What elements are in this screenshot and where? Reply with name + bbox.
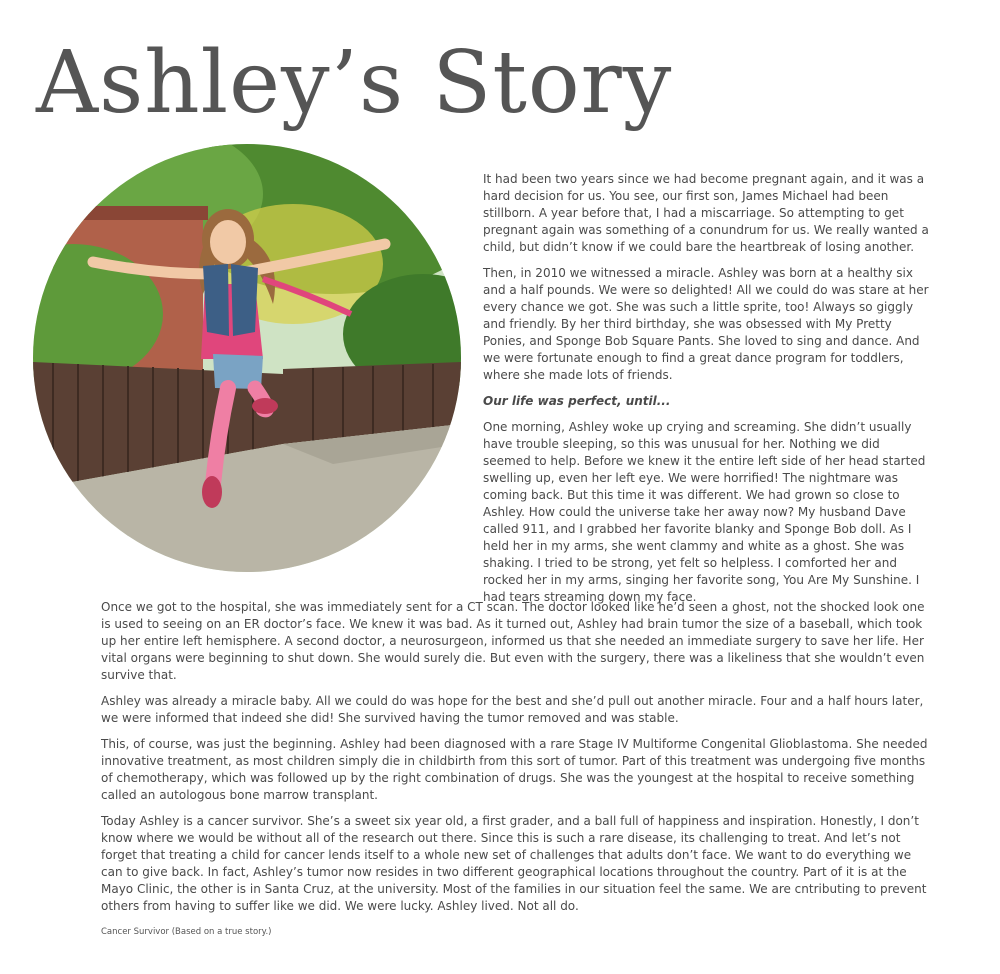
paragraph-body-3: This, of course, was just the beginning. Ashley had been diagnosed with a rare Stage IV Multiforme Congenital Glioblastoma. She needed innovative treatment, as most children simply die in childbirth from this sort of tumor. Part of this treatment was undergoing five months of chemotherapy, which was followed up by the right combination of drugs. She was the youngest at the hospital to receive something called an autologous bone marrow transplant.: [101, 737, 928, 802]
girl-jumping-illustration: [33, 144, 461, 572]
paragraph-intro-3: One morning, Ashley woke up crying and screaming. She didn’t usually have trouble sleeping, so this was unusual for her. Nothing we did seemed to help. Before we knew it the entire left side of her head started swelling up, even her left eye. We were horrified! The nightmare was coming back. But this time it was different. We had grown so close to Ashley. How could the universe take her away now? My husband Dave called 911, and I grabbed her favorite blanky and Sponge Bob doll. As I held her in my arms, she went clammy and white as a ghost. She was shaking. I tried to be strong, yet felt so helpless. I comforted her and rocked her in my arms, singing her favorite song, You Are My Sunshine. I had tears streaming down my face.: [483, 420, 926, 604]
paragraph-body-2: Ashley was already a miracle baby. All we could do was hope for the best and she’d pull out another miracle. Four and a half hours later, we were informed that indeed she did! She survived having the tumor removed and was stable.: [101, 694, 924, 725]
story-intro-column: [483, 171, 929, 615]
paragraph-body-1: Once we got to the hospital, she was immediately sent for a CT scan. The doctor looked like he’d seen a ghost, not the shocked look one is used to seeing on an ER doctor’s face. We knew it was bad. As it turned out, Ashley had brain tumor the size of a baseball, which took up her entire left hemisphere. A second doctor, a neurosurgeon, informed us that she needed an immediate surgery to save her life. Her vital organs were beginning to shut down. She would surely die. But even with the surgery, there was a likeliness that she wouldn’t even survive that.: [101, 600, 925, 682]
caption: Cancer Survivor (Based on a true story.): [101, 927, 272, 937]
page-title: Ashley’s Story: [36, 33, 673, 133]
paragraph-intro-1: It had been two years since we had become pregnant again, and it was a hard decision for us. You see, our first son, James Michael had been stillborn. A year before that, I had a miscarriage. So attempting to get pregnant again was something of a conundrum for us. We really wanted a child, but didn’t know if we could bare the heartbreak of losing another.: [483, 172, 929, 254]
paragraph-body-4: Today Ashley is a cancer survivor. She’s a sweet six year old, a first grader, and a ball full of happiness and inspiration. Honestly, I don’t know where we would be without all of the research out there. Since this is such a rare disease, its challenging to treat. And let’s not forget that treating a child for cancer lends itself to a whole new set of challenges that adults don’t face. We want to do everything we can to give back. In fact, Ashley’s tumor now resides in two different geographical locations throughout the country. Part of it is at the Mayo Clinic, the other is in Santa Cruz, at the university. Most of the families in our situation feel the same. We are cntributing to prevent others from having to suffer like we did. We were lucky. Ashley lived. Not all do.: [101, 814, 927, 913]
paragraph-intro-2: Then, in 2010 we witnessed a miracle. Ashley was born at a healthy six and a half pounds. We were so delighted! All we could do was stare at her every chance we got. She was such a little sprite, too! Always so giggly and friendly. By her third birthday, she was obsessed with My Pretty Ponies, and Sponge Bob Square Pants. She loved to sing and dance. And we were fortunate enough to find a great dance program for toddlers, where she made lots of friends.: [483, 266, 929, 382]
girl-jumping-photo: [33, 144, 461, 572]
story-body: [101, 599, 935, 924]
subheading-life-perfect: Our life was perfect, until...: [483, 394, 671, 408]
